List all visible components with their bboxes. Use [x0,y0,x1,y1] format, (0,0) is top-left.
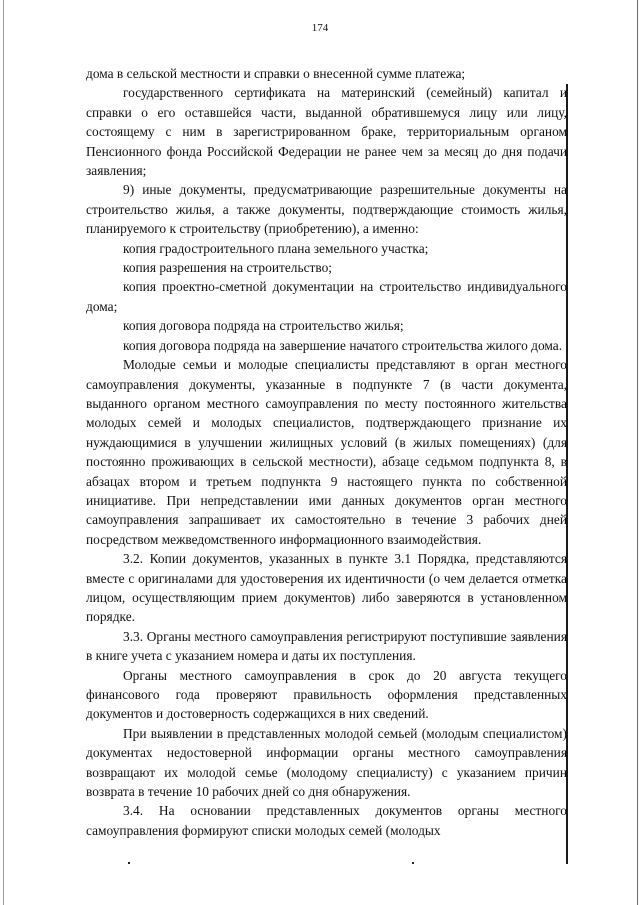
paragraph: копия разрешения на строительство; [123,260,333,276]
paragraph: 9) иные документы, предусматривающие разрешительные документы на строительство жилья, а также документы, подтверждающие стоимость жилья, планируемого к строительству (приобретению), а именно: [86,182,567,237]
scan-speck [412,862,414,864]
paragraph: При выявлении в представленных молодой семьей (молодым специалистом) документах недостоверной информации органы местного самоуправления возвращают их молодой семье (молодому специалисту) с указанием причин возврата в течение 10 рабочих дней со дня обнаружения. [86,725,567,800]
paragraph: копия договора подряда на строительство жилья; [123,318,404,334]
paragraph: государственного сертификата на материнский (семейный) капитал и справки о его оставшейся части, выданной обратившемуся лицу или лицу, состоящему с ним в зарегистрированном браке, территориальным органом Пенсионного фонда Российской Федерации не ранее чем за месяц до дня подачи заявления; [86,85,567,179]
paragraph: Органы местного самоуправления в срок до 20 августа текущего финансового года проверяют правильность оформления представленных документов и достоверность содержащихся в них сведений. [86,667,567,722]
paragraph: копия градостроительного плана земельного участка; [123,240,429,256]
paragraph: 3.3. Органы местного самоуправления регистрируют поступившие заявления в книге учета с указанием номера и даты их поступления. [86,628,567,664]
paragraph: копия проектно-сметной документации на строительство индивидуального дома; [86,279,567,314]
scan-speck [128,862,130,864]
paragraph: 3.2. Копии документов, указанных в пункте 3.1 Порядка, представляются вместе с оригиналами для удостоверения их идентичности (о чем делается отметка лицом, осуществляющим прием документов) либо заверяются в установленном порядке. [86,551,567,625]
page-number: 174 [311,22,329,34]
paragraph: дома в сельской местности и справки о внесенной сумме платежа; [86,66,466,81]
paragraph: 3.4. На основании представленных документов органы местного самоуправления формируют списки молодых семей (молодых [86,803,567,838]
document-body [86,64,567,840]
scan-edge-left [3,0,4,905]
paragraph: Молодые семьи и молодые специалисты представляют в орган местного самоуправления документы, указанные в подпункте 7 (в части документа, выданного органом местного самоуправления по месту постоянного жительства молодых семей и молодых специалистов, подтверждающего признание их нуждающимися в улучшении жилищных условий (в жилых помещениях) (для постоянно проживающих в сельской местности), абзаце седьмом подпункта 8, в абзацах втором и третьем подпункта 9 настоящего пункта по собственной инициативе. При непредставлении ими данных документов орган местного самоуправления запрашивает их самостоятельно в течение 3 рабочих дней посредством межведомственного информационного взаимодействия. [86,357,567,547]
paragraph: копия договора подряда на завершение начатого строительства жилого дома. [123,337,563,353]
scan-edge-right [637,0,638,905]
